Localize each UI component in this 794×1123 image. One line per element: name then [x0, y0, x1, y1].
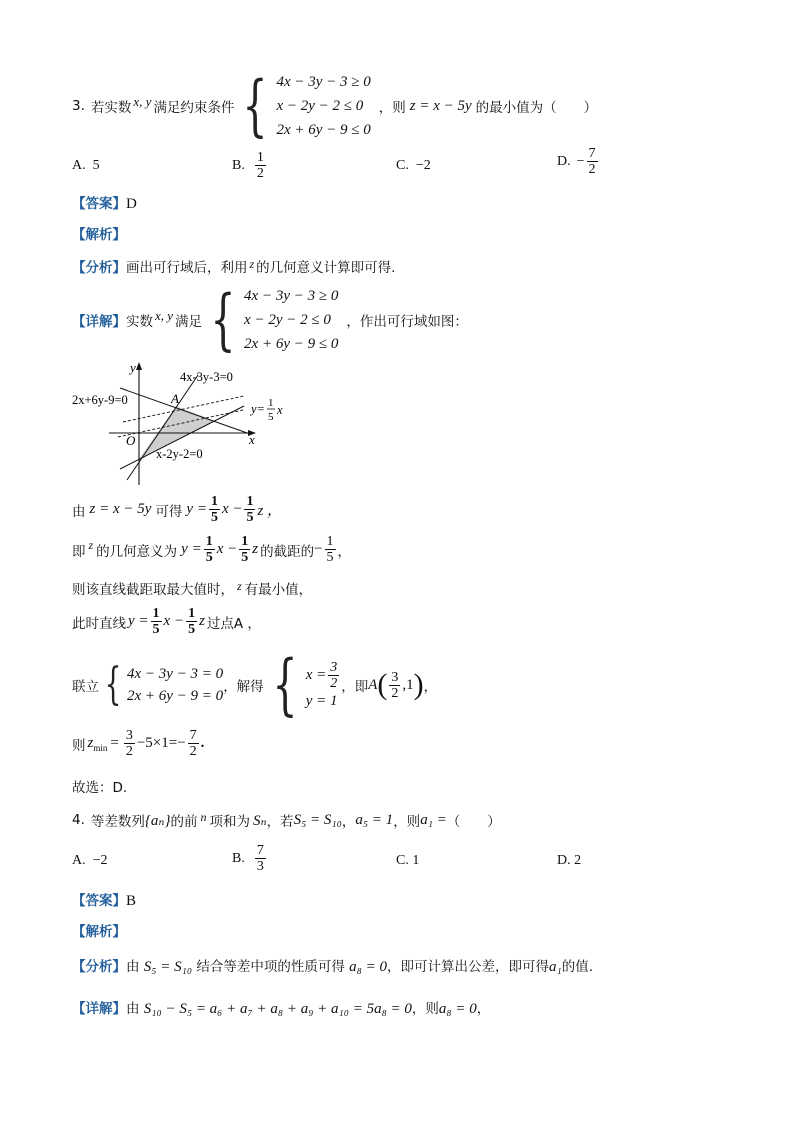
point-a-label: A	[171, 391, 179, 406]
x-axis-label: x	[249, 432, 255, 447]
q3-option-d[interactable]: D. − $\frac{7}{2}$	[557, 146, 596, 177]
svg-text:x: x	[277, 403, 283, 417]
y-axis-label: y	[130, 360, 136, 375]
q4-answer: 【答案】B	[72, 893, 137, 909]
left-brace-icon: {	[210, 281, 236, 358]
line2-label: 2x+6y-9=0	[72, 393, 128, 407]
q3-option-a[interactable]: A. 5	[72, 158, 100, 173]
q3-step2: 即 z 的几何意义为 y = $\frac{1}{5}$ x − $\frac{1}{5}$ z 的截距的 − $\frac{1}{5}$ ，	[72, 534, 352, 565]
q3-fenxi: 【分析】画出可行域后，利用 z 的几何意义计算即可得.	[72, 257, 396, 276]
q4-option-c[interactable]: C. 1	[396, 853, 420, 868]
svg-text:1: 1	[268, 397, 274, 409]
q4-option-d[interactable]: D. 2	[557, 853, 582, 868]
q3-analysis-heading: 【解析】	[72, 227, 126, 243]
q3-step4: 此时直线 y = $\frac{1}{5}$ x − $\frac{1}{5}$ z 过点A ，	[72, 606, 261, 637]
line3-label: x-2y-2=0	[156, 447, 203, 461]
q4-fenxi: 【分析】由 S₅ = S₁₀ 结合等差中项的性质可得 a₈ = 0，即可计算出公差，即可得a₁的值.	[72, 959, 594, 975]
q3-step3: 则该直线截距取最大值时， z 有最小值，	[72, 579, 313, 598]
q3-step1: 由 z = x − 5y 可得 y = $\frac{1}{5}$ x − $\frac{1}{5}$ z ，	[72, 494, 283, 525]
q3-step5: 联立 { 4x − 3y − 3 = 0 2x + 6y − 9 = 0 ，解得 { x = $\frac{3}{2}$ y = 1 ，即 A ( $\frac{3}{2}$ ,1 ) ，	[72, 646, 438, 723]
q4-option-a[interactable]: A. −2	[72, 853, 108, 868]
q3-stem: 3. 若实数 x, y 满足约束条件 { 4x − 3y − 3 ≥ 0 x − 2y − 2 ≤ 0 2x + 6y − 9 ≤ 0 ，则 z = x − 5y 的最小值为（ ）	[72, 67, 598, 144]
q3-detail-system: { 4x − 3y − 3 ≥ 0 x − 2y − 2 ≤ 0 2x + 6y − 9 ≤ 0	[210, 281, 339, 358]
feasible-region-graph	[70, 358, 300, 488]
left-brace-icon: {	[104, 659, 122, 710]
q3-step6: 则 z $_{min}$ = $\frac{3}{2}$ −5×1=− $\frac{7}{2}$ .	[72, 728, 205, 759]
origin-label: O	[126, 433, 136, 448]
q4-option-b[interactable]: B. $\frac{7}{3}$	[232, 843, 264, 874]
line4-label: y=	[251, 402, 265, 416]
left-brace-icon: {	[242, 67, 269, 144]
q3-vars: x, y	[133, 94, 152, 109]
q3-answer: 【答案】D	[72, 196, 137, 212]
q3-option-c[interactable]: C. −2	[396, 158, 431, 173]
svg-text:5: 5	[268, 411, 274, 423]
q3-option-b[interactable]: B. $\frac{1}{2}$	[232, 150, 264, 181]
q3-number: 3.	[72, 98, 85, 114]
q3-conclusion: 故选：D.	[72, 780, 128, 796]
left-brace-icon: {	[272, 646, 298, 723]
q4-stem: 4. 等差数列 {aₙ} 的前 n 项和为 Sₙ ，若 S₅ = S₁₀ ， a₅ = 1 ，则 a₁ = （ ）	[72, 809, 501, 830]
q4-detail: 【详解】由 S₁₀ − S₅ = a₆ + a₇ + a₈ + a₉ + a₁₀ = 5a₈ = 0，则a₈ = 0，	[72, 1001, 491, 1017]
line1-label: 4x-3y-3=0	[180, 370, 233, 384]
q3-constraint-system: { 4x − 3y − 3 ≥ 0 x − 2y − 2 ≤ 0 2x + 6y − 9 ≤ 0	[242, 67, 371, 144]
q4-analysis-heading: 【解析】	[72, 924, 126, 940]
q3-detail: 【详解】 实数 x, y 满足 { 4x − 3y − 3 ≥ 0 x − 2y − 2 ≤ 0 2x + 6y − 9 ≤ 0 ，作出可行域如图：	[72, 281, 468, 358]
